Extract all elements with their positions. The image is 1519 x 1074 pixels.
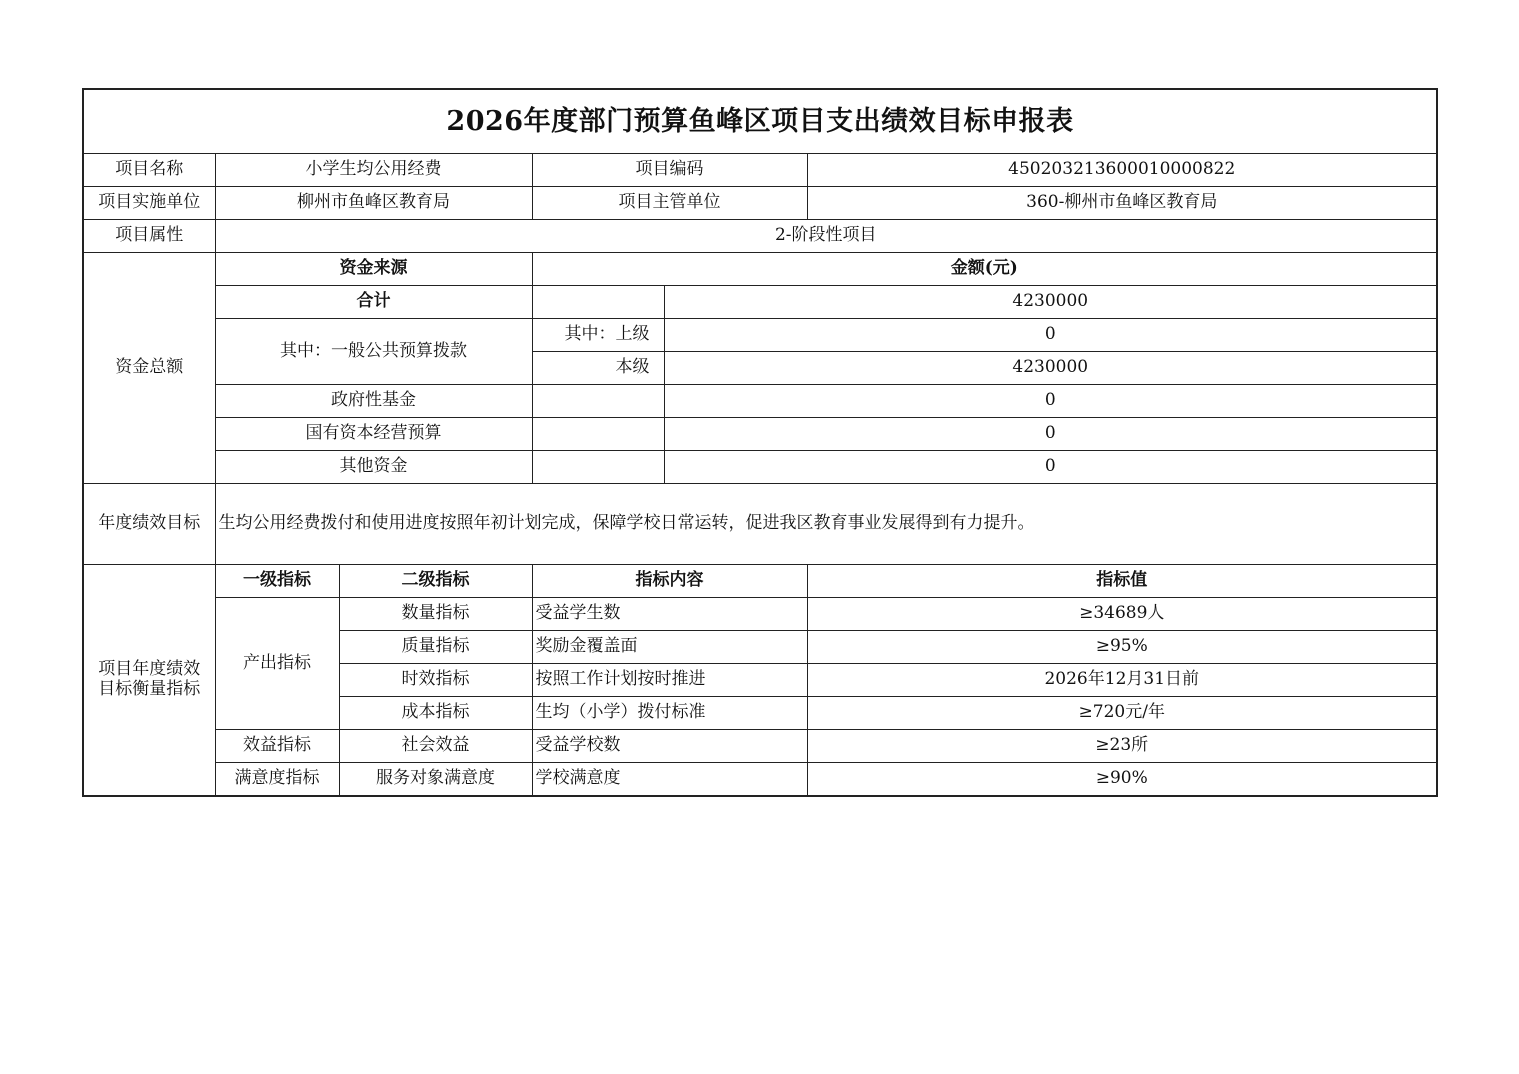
implementing-unit-value: 柳州市鱼峰区教育局	[215, 187, 532, 220]
funds-amount-header: 金额(元)	[532, 253, 1437, 286]
funds-source-header: 资金来源	[215, 253, 532, 286]
performance-target-form	[82, 88, 1436, 797]
indicator-content: 奖励金覆盖面	[532, 631, 807, 664]
indicator-content: 受益学生数	[532, 598, 807, 631]
indicator-level2: 成本指标	[339, 697, 532, 730]
funds-other-blank	[532, 451, 664, 484]
project-name-label: 项目名称	[83, 154, 215, 187]
indicators-label-line1: 项目年度绩效	[98, 659, 201, 680]
project-code-value: 450203213600010000822	[807, 154, 1437, 187]
funds-gov-fund-blank	[532, 385, 664, 418]
indicator-content: 按照工作计划按时推进	[532, 664, 807, 697]
funds-state-capital-value: 0	[664, 418, 1437, 451]
form-table	[82, 88, 1438, 797]
funds-upper-value: 0	[664, 319, 1437, 352]
funds-state-capital-label: 国有资本经营预算	[215, 418, 532, 451]
funds-total-blank	[532, 286, 664, 319]
indicators-section-label	[83, 565, 215, 796]
header-value: 指标值	[807, 565, 1437, 598]
indicators-label-line2: 目标衡量指标	[98, 678, 201, 699]
project-code-label: 项目编码	[532, 154, 807, 187]
indicator-level2: 质量指标	[339, 631, 532, 664]
indicator-level2: 服务对象满意度	[339, 763, 532, 796]
funds-general-budget-label: 其中：一般公共预算拨款	[215, 319, 532, 385]
indicator-value: ≥23所	[807, 730, 1437, 763]
annual-goal-label: 年度绩效目标	[83, 484, 215, 565]
satisfaction-indicator-label: 满意度指标	[215, 763, 339, 796]
project-attribute-value: 2-阶段性项目	[215, 220, 1437, 253]
indicator-value: ≥720元/年	[807, 697, 1437, 730]
funds-gov-fund-value: 0	[664, 385, 1437, 418]
annual-goal-text: 生均公用经费拨付和使用进度按照年初计划完成，保障学校日常运转，促进我区教育事业发展得到有力提升。	[215, 484, 1437, 565]
indicator-content: 生均（小学）拨付标准	[532, 697, 807, 730]
indicator-level2: 数量指标	[339, 598, 532, 631]
header-content: 指标内容	[532, 565, 807, 598]
funds-total-value: 4230000	[664, 286, 1437, 319]
indicator-value: 2026年12月31日前	[807, 664, 1437, 697]
funds-gov-fund-label: 政府性基金	[215, 385, 532, 418]
managing-unit-value: 360-柳州市鱼峰区教育局	[807, 187, 1437, 220]
indicator-value: ≥34689人	[807, 598, 1437, 631]
indicator-value: ≥90%	[807, 763, 1437, 796]
output-indicator-label: 产出指标	[215, 598, 339, 730]
indicator-content: 学校满意度	[532, 763, 807, 796]
funds-upper-label: 其中：上级	[532, 319, 664, 352]
funds-other-value: 0	[664, 451, 1437, 484]
indicator-level2: 社会效益	[339, 730, 532, 763]
funds-local-value: 4230000	[664, 352, 1437, 385]
indicator-level2: 时效指标	[339, 664, 532, 697]
managing-unit-label: 项目主管单位	[532, 187, 807, 220]
benefit-indicator-label: 效益指标	[215, 730, 339, 763]
funds-other-label: 其他资金	[215, 451, 532, 484]
form-title: 2026年度部门预算鱼峰区项目支出绩效目标申报表	[83, 89, 1437, 154]
funds-total-label: 合计	[215, 286, 532, 319]
funds-section-label: 资金总额	[83, 253, 215, 484]
project-name-value: 小学生均公用经费	[215, 154, 532, 187]
indicator-value: ≥95%	[807, 631, 1437, 664]
funds-state-capital-blank	[532, 418, 664, 451]
indicator-content: 受益学校数	[532, 730, 807, 763]
header-level1: 一级指标	[215, 565, 339, 598]
header-level2: 二级指标	[339, 565, 532, 598]
project-attribute-label: 项目属性	[83, 220, 215, 253]
implementing-unit-label: 项目实施单位	[83, 187, 215, 220]
funds-local-label: 本级	[532, 352, 664, 385]
